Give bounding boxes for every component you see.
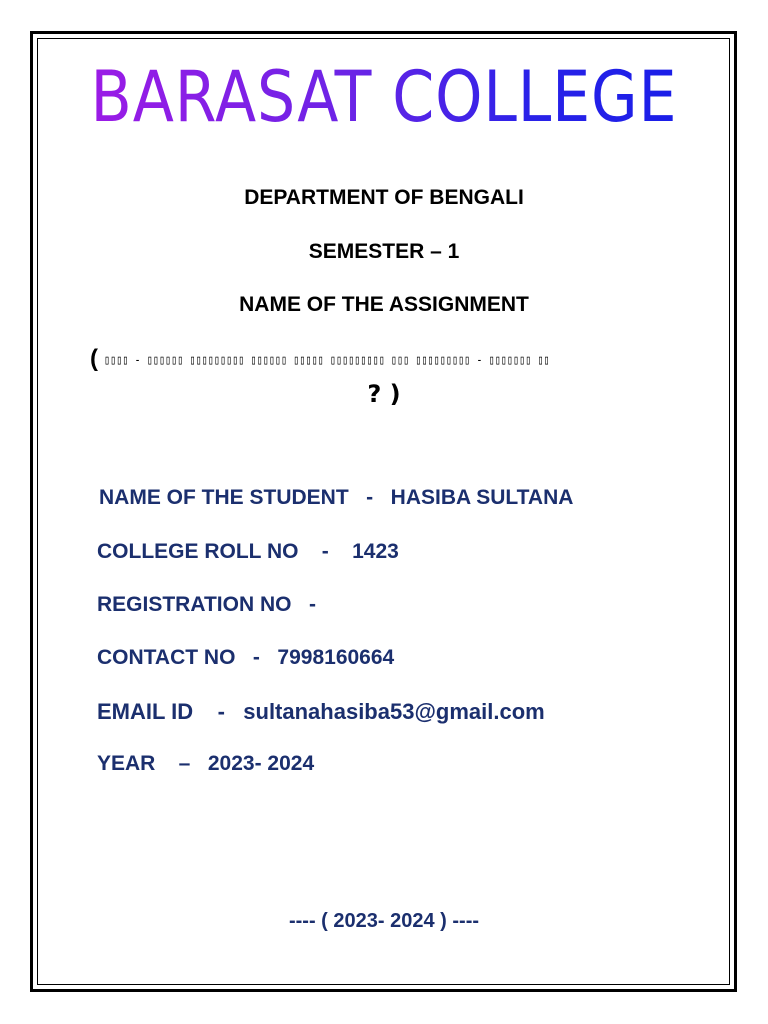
page-border [30, 31, 737, 992]
college-title [54, 52, 714, 142]
contact-line: CONTACT NO - 7998160664 [97, 646, 395, 669]
department-heading: DEPARTMENT OF BENGALI [244, 186, 524, 209]
assignment-topic-end: ? ) [367, 380, 401, 408]
assignment-topic-open-paren: ( [90, 345, 98, 372]
footer-session: ---- ( 2023- 2024 ) ---- [288, 910, 480, 932]
page-border-inner [37, 38, 730, 985]
college-roll-line: COLLEGE ROLL NO - 1423 [97, 540, 399, 563]
college-title-text: BARASAT COLLEGE [90, 56, 678, 138]
email-line: EMAIL ID - sultanahasiba53@gmail.com [97, 699, 545, 724]
semester-heading: SEMESTER – 1 [308, 240, 460, 263]
assignment-topic-text: ▯▯▯▯ - ▯▯▯▯▯▯ ▯▯▯▯▯▯▯▯▯ ▯▯▯▯▯▯ ▯▯▯▯▯ ▯▯▯▯▯▯▯▯▯ ▯▯▯ ▯▯▯▯▯▯▯▯▯ - ▯▯▯▯▯▯▯ ▯▯ [104, 353, 550, 368]
assignment-heading: NAME OF THE ASSIGNMENT [239, 293, 529, 316]
student-name-line: NAME OF THE STUDENT - HASIBA SULTANA [99, 486, 574, 509]
registration-line: REGISTRATION NO - [97, 593, 316, 616]
assignment-topic [90, 345, 690, 373]
year-line: YEAR – 2023- 2024 [97, 752, 315, 775]
